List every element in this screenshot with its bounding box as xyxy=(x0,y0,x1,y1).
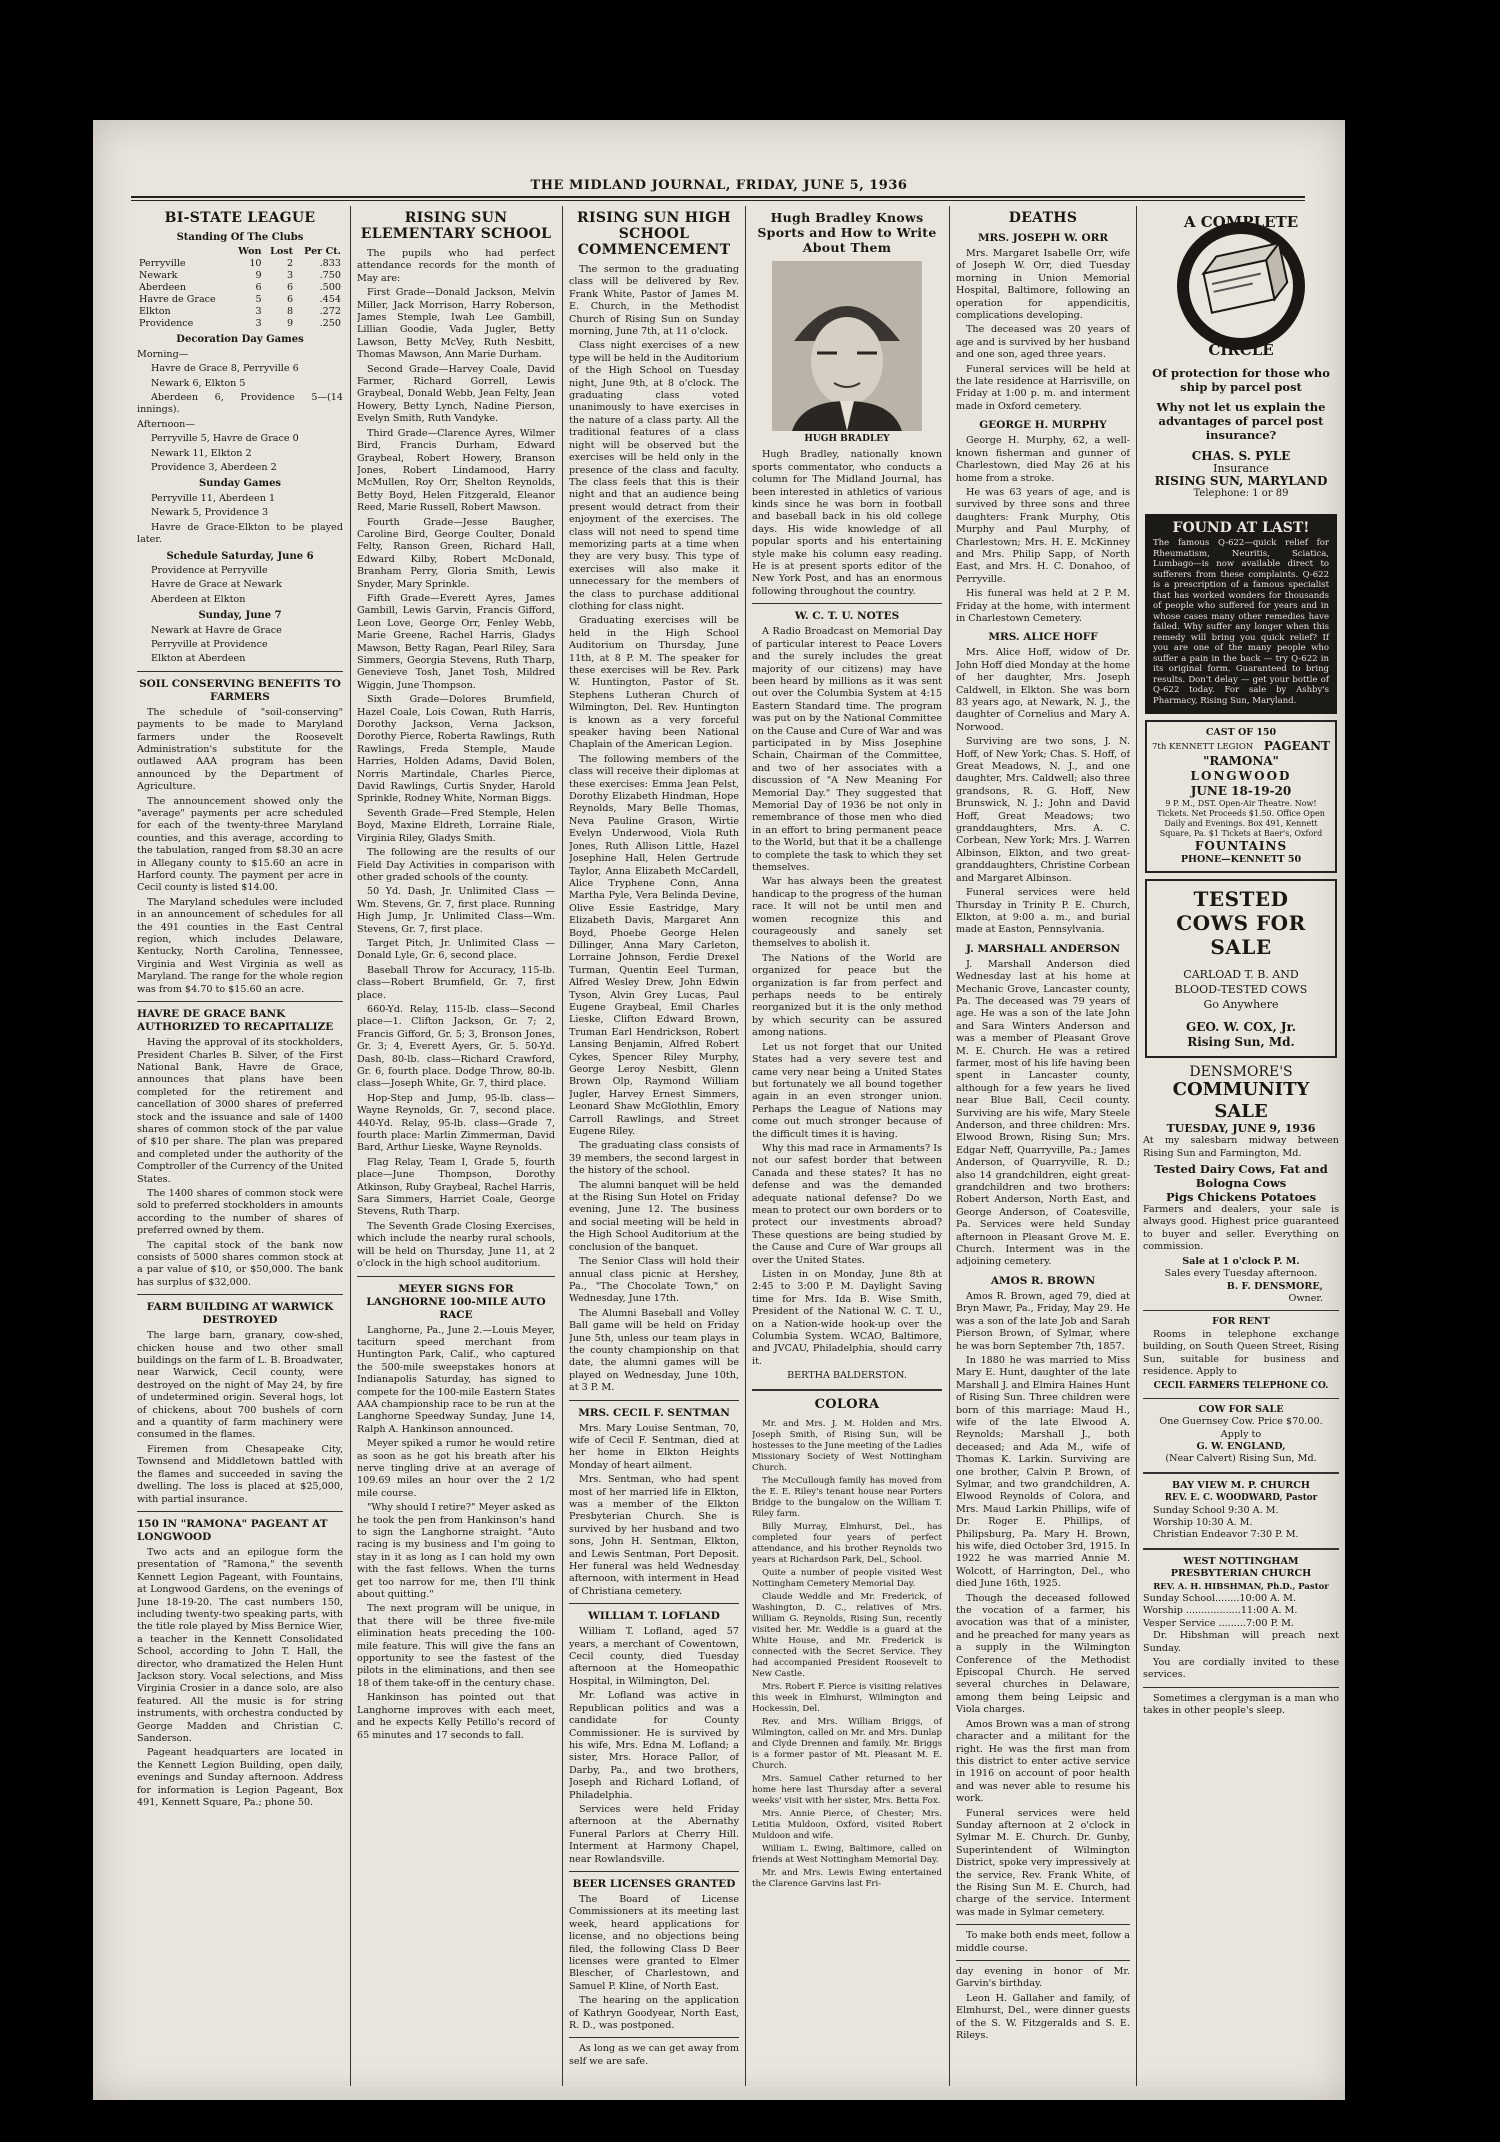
paragraph: Mrs. Mary Louise Sentman, 70, wife of Cecil F. Sentman, died at her home in Elkton Heights Monday of heart ailment. xyxy=(569,1422,739,1471)
found-at-last-ad xyxy=(1145,514,1337,714)
paragraph: He was 63 years of age, and is survived by three sons and three daughters: Frank Murphy, Otis Murphy and Paul Murphy, of Charlestown; Mrs. H. E. McKinney and Mrs. Philip Sapp, of North East, and Mrs. H. C. Donahoo, of Perryville. xyxy=(956,486,1130,585)
ad-headline: "RAMONA" xyxy=(1203,754,1279,769)
ad-headline: COMMUNITY SALE xyxy=(1172,1078,1310,1122)
paragraph: Fourth Grade—Jesse Baugher, Caroline Bird, George Coulter, Donald Felty, Ranson Green, Richard Hall, Edward Kilby, Robert McDonald, Branham Perry, Gloria Smith, Lewis Snyder, Mary Sprinkle. xyxy=(357,516,555,590)
article-headline: FARM BUILDING AT WARWICK DESTROYED xyxy=(146,1301,334,1327)
ad-text: Owner. xyxy=(1288,1292,1323,1304)
ad-text: The famous Q-622—quick relief for Rheumatism, Neuritis, Sciatica, Lumbago—is now available direct to sufferers from these complaints. Q-622 is a prescription of a famous specialist that has worked wonders for thousands of people who suffered for years and in whose cases many other remedies have failed. Why suffer any longer when this remedy will bring you quick relief? If you are one of the many people who suffer a pain in the back — try Q-622 in its original form. Guaranteed to bring results. Don't delay — get your bottle of Q-622 today. For sale by Ashby's Pharmacy, Rising Sun, Maryland. xyxy=(1153,538,1329,706)
ad-text: (Near Calvert) Rising Sun, Md. xyxy=(1165,1453,1317,1465)
paragraph: Let us not forget that our United States had a very severe test and came very near being a United States but fortunately we all bound together again in an even stronger union. Perhaps the League of Nations may come out much stronger because of the difficult times it is having. xyxy=(752,1041,942,1140)
paragraph: Hankinson has pointed out that Langhorne improves with each meet, and he expects Kelly Petillo's record of 65 minutes and 17 seconds to fall. xyxy=(357,1692,555,1741)
divider xyxy=(1143,1472,1339,1474)
paragraph: William T. Lofland, aged 57 years, a merchant of Cowentown, Cecil county, died Tuesday afternoon at the Homeopathic Hospital, in Wilmington, Del. xyxy=(569,1626,739,1687)
ad-text: Go Anywhere xyxy=(1203,998,1279,1012)
divider xyxy=(137,1001,343,1002)
column-rule xyxy=(1136,206,1137,2086)
cows-ad xyxy=(1145,879,1337,1058)
paragraph: Though the deceased followed the vocation of a farmer, his avocation was that of a minister, and he preached for many years as a supply in the Wilmington Conference of the Methodist Episcopal Church. He served several churches in Delaware, among them being Leipsic and Viola charges. xyxy=(956,1592,1130,1716)
paragraph: Mrs. Robert F. Pierce is visiting relatives this week in Elmhurst, Wilmington and Hockessin, Del. xyxy=(752,1681,942,1714)
ad-text: Telephone: 1 or 89 xyxy=(1193,487,1289,499)
ad-text: CARLOAD T. B. AND xyxy=(1183,968,1299,982)
obituary-name: MRS. JOSEPH W. ORR xyxy=(977,232,1109,244)
divider xyxy=(137,1511,343,1512)
paragraph: Meyer spiked a rumor he would retire as soon as he got his breath after his nerve tingling drive at an average of 109.69 miles an hour over the 2 1/2 mile course. xyxy=(357,1438,555,1499)
article-headline: MEYER SIGNS FOR LANGHORNE 100-MILE AUTO RACE xyxy=(366,1282,546,1321)
ad-text: LONGWOOD xyxy=(1190,769,1292,784)
divider xyxy=(1143,1310,1339,1311)
ad-headline: TESTED COWS FOR SALE xyxy=(1176,887,1306,960)
church-name: BAY VIEW M. P. CHURCH xyxy=(1172,1479,1310,1491)
article-headline: SOIL CONSERVING BENEFITS TO FARMERS xyxy=(139,677,341,703)
paragraph: In 1880 he was married to Miss Mary E. Hunt, daughter of the late Marshall J. and Elmira Haines Hunt of Rising Sun. Three children were born of this marriage: Maud H., wife of the late Elwood A. Reynolds; Marshall J., both deceased; and Ada M., wife of Thomas K. Larkin. Surviving are one brother, Calvin P. Brown, of Sylmar, and two grandchildren, A. Elwood Reynolds of Colora, and Mrs. Maud Larkin Phillips, wife of Dr. Roger E. Phillips, of Philipsburg, Pa. Mary H. Brown, his wife, died October 3rd, 1915. In 1922 he was married Annie M. Wolcott, of Harrington, Del., who died June 16th, 1925. xyxy=(956,1354,1130,1590)
paragraph: His funeral was held at 2 P. M. Friday at the home, with interment in Charlestown Cemetery. xyxy=(956,588,1130,624)
paragraph: The next program will be unique, in that there will be three five-mile elimination heats preceding the 100-mile feature. This will give the fans an opportunity to see the fastest of the pilots in the eliminations, and then see 18 of them take-off in the century chase. xyxy=(357,1603,555,1689)
paragraph: The following members of the class will receive their diplomas at these exercises: Emma Jean Pelst, Dorothy Elizabeth Hindman, Hope Reynolds, Mary Belle Thomas, Neva Pauline Grason, Wirtie Evelyn Underwood, Viola Ruth Jones, Ruth Allison Little, Hazel Josephine Hall, Helen Gertrude Taylor, Anna Elizabeth McCardell, Alice Tryphene Conn, Anna Martha Pyle, Vera Belinda Devine, Olive Essie Eastridge, Mary Elizabeth Davis, Margaret Ann Boyd, Phoebe George Helen Dillinger, Anna Mary Carleton, Lorraine Johnson, Ferdie Drexel Turman, Quentin Eeel Turman, Alfred Wesley Drew, John Edwin Tyson, Alvin Grey Lucas, Paul Eugene Graybeal, Emil Charles Lieske, Clifton Edward Brown, Truman Earl Hendrickson, Robert Lansing Benjamin, Alfred Robert Cykes, Spencer Riley Murphy, George Leroy Nesbitt, Glenn Brown Olp, Raymond William Jugler, Harvey Ernest Simmers, Leonard Shaw McGlothlin, Emory Carroll Rawlings, and Street Eugene Riley. xyxy=(569,753,739,1138)
filler: To make both ends meet, follow a middle course. xyxy=(956,1930,1130,1954)
article-headline: W. C. T. U. NOTES xyxy=(794,610,900,623)
score-line: Havre de Grace 8, Perryville 6 xyxy=(151,363,299,375)
article-headline: 150 IN "RAMONA" PAGEANT AT LONGWOOD xyxy=(137,1517,328,1543)
ad-text: Sale at 1 o'clock P. M. xyxy=(1182,1255,1300,1267)
paragraph: Mr. and Mrs. J. M. Holden and Mrs. Joseph Smith, of Rising Sun, will be hostesses to the June meeting of the Ladies Missionary Society of West Nottingham Church. xyxy=(752,1418,942,1473)
paragraph: The large barn, granary, cow-shed, chicken house and two other small buildings on the farm of L. B. Broadwater, near Warwick, Cecil county, were destroyed on the night of May 24, by fire of undetermined origin. Several hogs, lot of chickens, about 700 bushels of corn and a quantity of farm machinery were consumed in the flames. xyxy=(137,1330,343,1441)
paragraph: George H. Murphy, 62, a well-known fisherman and gunner of Charlestown, died May 26 at his home from a stroke. xyxy=(956,435,1130,484)
paragraph: The Nations of the World are organized for peace but the organization is far from perfect and perhaps needs to be entirely reorganized but it is the only method by which security can be assured among nations. xyxy=(752,952,942,1039)
paragraph: Quite a number of people visited West Nottingham Cemetery Memorial Day. xyxy=(752,1567,942,1589)
paragraph: Second Grade—Harvey Coale, David Farmer, Richard Gorrell, Lewis Graybeal, Donald Webb, Jean Felty, Jean Howery, Betty Lynch, Nadine Pierson, Evelyn Smith, Ruth Vandyke. xyxy=(357,363,555,425)
paragraph: 50 Yd. Dash, Jr. Unlimited Class —Wm. Stevens, Gr. 7, first place. Running High Jump, Jr. Unlimited Class—Wm. Stevens, Gr. 7, first place. xyxy=(357,886,555,935)
pastor-name: REV. A. H. HIBSHMAN, Ph.D., Pastor xyxy=(1153,1581,1329,1592)
paragraph: William L. Ewing, Baltimore, called on friends at West Nottingham Memorial Day. xyxy=(752,1843,942,1865)
article-headline: WILLIAM T. LOFLAND xyxy=(588,1610,720,1623)
paragraph: War has always been the greatest handicap to the progress of the human race. It will not be until men and women recognize this and courageously and sanely set themselves to abolish it. xyxy=(752,876,942,950)
score-line: Newark 11, Elkton 2 xyxy=(151,447,252,459)
paragraph: Firemen from Chesapeake City, Townsend and Middletown battled with the flames and succeeded in saving the dwelling. The loss is placed at $25,000, with partial insurance. xyxy=(137,1443,343,1505)
circle-bottom-text: CIRCLE xyxy=(1208,341,1274,360)
paragraph: Mrs. Annie Pierce, of Chester; Mrs. Letitia Muldoon, Oxford, visited Robert Muldoon and wife. xyxy=(752,1808,942,1841)
paragraph: Hugh Bradley, nationally known sports commentator, who conducts a column for The Midland Journal, has been interested in athletics of various kinds since he was born in football and baseball back in his old college days. His wide knowledge of all popular sports and his entertaining style make his column easy reading. He is at present sports editor of the New York Post, and has an enormous following throughout the country. xyxy=(752,449,942,597)
column-4 xyxy=(752,206,942,2086)
schedule-line: Newark at Havre de Grace xyxy=(151,624,282,636)
service-line: Sunday School........10:00 A. M. xyxy=(1143,1593,1296,1605)
paragraph: Listen in on Monday, June 8th at 2:45 to 3:00 P. M. Daylight Saving time for Mrs. Ida B. Wise Smith, President of the National W. C. T. U., on a Nation-wide hook-up over the Columbia System. WCAO, Baltimore, and JVCAU, Philadelphia, should carry it. xyxy=(752,1269,942,1367)
score-line: Afternoon— xyxy=(137,418,195,430)
divider xyxy=(569,1871,739,1872)
ad-text: Why not let us explain the advantages of parcel post insurance? xyxy=(1156,400,1326,443)
obituary-name: J. MARSHALL ANDERSON xyxy=(966,942,1120,955)
paragraph: Third Grade—Clarence Ayres, Wilmer Bird, Francis Durham, Edward Graybeal, Robert Howery, Branson Jones, Robert Lindamood, Harry McMullen, Roy Orr, Shelton Reynolds, Betty Boyd, Helen Fitzgerald, Eleanor Reed, Marie Russell, Robert Mawson. xyxy=(357,427,555,514)
paragraph: The McCullough family has moved from the E. E. Riley's tenant house near Porters Bridge to the bungalow on the William T. Riley farm. xyxy=(752,1475,942,1519)
schedule-line: Havre de Grace at Newark xyxy=(151,579,282,591)
score-line: Morning— xyxy=(137,348,189,360)
divider xyxy=(752,1389,942,1391)
portrait-photo xyxy=(772,261,922,431)
paragraph: Services were held Friday afternoon at the Abernathy Funeral Parlors at Cherry Hill. Interment at Harmony Chapel, near Rowlandsville. xyxy=(569,1803,739,1865)
paragraph: Mrs. Sentman, who had spent most of her married life in Elkton, was a member of the Elkton Presbyterian Church. She is survived by her husband and two sons, John H. Sentman, Elkton, and Lewis Sentman, Port Deposit. Her funeral was held Wednesday afternoon, with interment in Head of Christiana cemetery. xyxy=(569,1474,739,1597)
standings-table xyxy=(137,246,343,330)
service-line: Worship ..................11:00 A. M. xyxy=(1143,1605,1298,1617)
ad-text: Apply to xyxy=(1220,1428,1262,1440)
cow-for-sale-ad xyxy=(1143,1404,1339,1466)
divider xyxy=(956,1960,1130,1961)
article-headline: Hugh Bradley Knows Sports and How to Write About Them xyxy=(757,210,937,255)
paragraph: The sermon to the graduating class will be delivered by Rev. Frank White, Pastor of James M. E. Church, in the Methodist Church of Rising Sun on Sunday morning, June 7th, at 11 o'clock. xyxy=(569,264,739,338)
divider xyxy=(956,1924,1130,1925)
paragraph: Funeral services will be held at the late residence at Harrisville, on Friday at 1:00 p. m. and interment made in Oxford cemetery. xyxy=(956,363,1130,412)
ad-text: Tested Dairy Cows, Fat and Bologna Cows xyxy=(1154,1162,1328,1191)
signature: BERTHA BALDERSTON. xyxy=(787,1370,907,1382)
service-line: Christian Endeavor 7:30 P. M. xyxy=(1153,1529,1299,1541)
ad-text: FOUNTAINS xyxy=(1194,839,1288,854)
obituary-name: AMOS R. BROWN xyxy=(990,1274,1096,1287)
divider xyxy=(357,1276,555,1277)
ad-text: Of protection for those who ship by parcel post xyxy=(1152,366,1330,395)
ad-text: Rising Sun, Md. xyxy=(1187,1035,1295,1050)
for-rent-ad xyxy=(1143,1316,1339,1392)
divider xyxy=(569,1603,739,1604)
advertiser-name: CHAS. S. PYLE xyxy=(1191,449,1291,464)
ad-headline: FOR RENT xyxy=(1212,1316,1270,1328)
pageant-ad xyxy=(1145,720,1337,873)
paragraph: The announcement showed only the "average" payments per acre scheduled for each of the twenty-three Maryland counties, and this average, according to the tabulation, ranged from $8.30 an acre in Allegany county to $15.60 an acre in Harford county. The payment per acre in Cecil county is listed $14.00. xyxy=(137,795,343,894)
divider xyxy=(1143,1398,1339,1399)
obituary-name: MRS. ALICE HOFF xyxy=(988,631,1098,644)
service-line: Sunday School 9:30 A. M. xyxy=(1153,1504,1279,1516)
paragraph: Mrs. Samuel Cather returned to her home here last Thursday after a several weeks' visit with her sister, Mrs. Betta Fox. xyxy=(752,1773,942,1806)
score-line: Perryville 11, Aberdeen 1 xyxy=(151,492,276,504)
advertiser-name: DENSMORE'S xyxy=(1189,1064,1293,1081)
paragraph: Hop-Step and Jump, 95-lb. class—Wayne Reynolds, Gr. 7, second place. 440-Yd. Relay, 95-lb. class—Grade 7, fourth place: Marlin Zimmerman, David Bard, Arthur Lieske, Wayne Reynolds. xyxy=(357,1092,555,1154)
filler: Sometimes a clergyman is a man who takes in other people's sleep. xyxy=(1143,1692,1339,1717)
paragraph: Claude Weddle and Mr. Frederick, of Washington, D. C., relatives of Mrs. William G. Reynolds, Rising Sun, recently visited her. Mr. Weddle is a guard at the White House, and Mr. Frederick is connected with the Secret Service. They had accompanied President Roosevelt to New Castle. xyxy=(752,1591,942,1679)
paragraph: Dr. Hibshman will preach next Sunday. xyxy=(1143,1630,1339,1654)
table-row: Aberdeen 6 6 .500 xyxy=(139,282,341,294)
column-5 xyxy=(956,206,1130,2086)
paragraph: "Why should I retire?" Meyer asked as he took the pen from Hankinson's hand to sign the Langhorne straight. "Auto racing is my business and I'm going to stay in it as long as I can hold my own with the fast fellows. When the turns get too narrow for me, then I'll think about quitting." xyxy=(357,1502,555,1601)
ad-text: 9 P. M., DST. Open-Air Theatre. Now! Tickets. Net Proceeds $1.50. Office Open Daily and Evenings. Box 491, Kennett Square, Pa. $1 Tickets at Baer's, Oxford xyxy=(1157,799,1325,839)
paragraph: The pupils who had perfect attendance records for the month of May are: xyxy=(357,248,555,284)
service-line: Vesper Service .........7:00 P. M. xyxy=(1143,1617,1295,1629)
paragraph: Having the approval of its stockholders, President Charles B. Silver, of the First National Bank, Havre de Grace, announces that plans have been completed for the retirement and cancellation of 3000 shares of preferred stock and the issuance and sale of 1400 shares of common stock of the par value of $10 per share. The plan was prepared and completed under the authority of the Comptroller of the Currency of the United States. xyxy=(137,1037,343,1185)
paragraph: Amos R. Brown, aged 79, died at Bryn Mawr, Pa., Friday, May 29. He was a son of the late Job and Sarah Pierson Brown, of Sylmar, where he was born September 7th, 1857. xyxy=(956,1290,1130,1352)
paragraph: The capital stock of the bank now consists of 5000 shares common stock at a par value of $10, or $50,000. The bank has surplus of $32,000. xyxy=(137,1239,343,1288)
paragraph: The alumni banquet will be held at the Rising Sun Hotel on Friday evening, June 12. The business and social meeting will be held in the High School Auditorium at the conclusion of the banquet. xyxy=(569,1179,739,1253)
score-line: Providence 3, Aberdeen 2 xyxy=(151,462,277,474)
advertiser-name: GEO. W. COX, Jr. xyxy=(1186,1020,1296,1035)
divider xyxy=(137,1294,343,1295)
paragraph: The hearing on the application of Kathryn Goodyear, North East, R. D., was postponed. xyxy=(569,1995,739,2032)
paragraph: Surviving are two sons, J. N. Hoff, of New York; Chas. S. Hoff, of Great Meadows, N. J., and one daughter, Mrs. Caldwell; also three grandsons, R. G. Hoff, New Brunswick, N. J.; John and David Hoff, Great Meadows; two granddaughters, Mrs. A. C. Corbean, New York; Mrs. J. Warren Albinson, Elkton, and two great-granddaughters, Christine Corbean and Margaret Albinson. xyxy=(956,736,1130,884)
ad-text: Insurance xyxy=(1213,461,1269,475)
paragraph: The following are the results of our Field Day Activities in comparison with other graded schools of the county. xyxy=(357,847,555,883)
ad-text: At my salesbarn midway between Rising Sun and Farmington, Md. xyxy=(1143,1135,1339,1159)
score-line: Aberdeen 6, Providence 5—(14 innings). xyxy=(137,392,343,416)
paragraph: Amos Brown was a man of strong character and a militant for the right. He was the first man from this district to enter active service in 1916 on account of poor health and was never able to resume his work. xyxy=(956,1718,1130,1805)
obituary-name: GEORGE H. MURPHY xyxy=(979,419,1107,432)
column-1 xyxy=(137,206,343,2086)
paragraph: Flag Relay, Team I, Grade 5, fourth place—June Thompson, Dorothy Atkinson, Ruby Graybeal, Rachel Harris, Sara Simmers, Harriet Coale, George Stevens, Ruth Tharp. xyxy=(357,1156,555,1218)
paragraph: Langhorne, Pa., June 2.—Louis Meyer, taciturn speed merchant from Huntington Park, Calif., who captured the 500-mile sweepstakes honors at Indianapolis Saturday, has signed to compete for the 100-mile Eastern States AAA championship race to be run at the Langhorne Speedway Sunday, June 14, Ralph A. Hankinson announced. xyxy=(357,1324,555,1435)
densmore-ad xyxy=(1143,1066,1339,1305)
table-row: Perryville 10 2 .833 xyxy=(139,258,341,270)
divider xyxy=(752,603,942,604)
ad-text: TUESDAY, JUNE 9, 1936 xyxy=(1166,1121,1316,1135)
paragraph: The 1400 shares of common stock were sold to preferred stockholders in amounts according to the number of shares of preferred owned by them. xyxy=(137,1187,343,1237)
paragraph: J. Marshall Anderson died Wednesday last at his home at Mechanic Grove, Lancaster county, Pa. The deceased was 79 years of age. He was a son of the late John and Sara Winters Anderson and was a member of Pleasant Grove M. E. Church. He was a retired farmer, most of his life having been spent in Lancaster county, although for a few years he lived near Blue Ball, Cecil county. Surviving are his wife, Mary Steele Anderson, and three children: Mrs. Elwood Brown, Rising Sun; Mrs. Edgar Neff, Quarryville, Pa.; James Anderson, of Quarryville, R. D.; also 14 grandchildren, eight great-grandchildren and two brothers: Robert Anderson, North East, and George Anderson, of Coatesville, Pa. Services were held Sunday afternoon in Pleasant Grove M. E. Church. Interment was in the adjoining cemetery. xyxy=(956,958,1130,1268)
newspaper-page xyxy=(93,120,1345,2100)
table-row: Providence 3 9 .250 xyxy=(139,318,341,330)
divider xyxy=(1143,1548,1339,1550)
paragraph: The graduating class consists of 39 members, the second largest in the history of the school. xyxy=(569,1140,739,1177)
paragraph: Rev. and Mrs. William Briggs, of Wilmington, called on Mr. and Mrs. Dunlap and Clyde Drennen and family. Mr. Briggs is a former pastor of Mt. Pleasant M. E. Church. xyxy=(752,1716,942,1771)
column-6-ads xyxy=(1143,206,1339,2086)
sunday7-title: Sunday, June 7 xyxy=(198,610,282,622)
paragraph: Baseball Throw for Accuracy, 115-lb. class—Robert Brumfield, Gr. 7, first place. xyxy=(357,964,555,1001)
paragraph: Funeral services were held Sunday afternoon at 2 o'clock in Sylmar M. E. Church. Dr. Gunby, Superintendent of Wilmington District, spoke very impressively at the service, Rev. Frank White, of the Rising Sun M. E. Church, had charge of the service. Interment was made in Sylmar cemetery. xyxy=(956,1807,1130,1918)
paragraph: Target Pitch, Jr. Unlimited Class —Donald Lyle, Gr. 6, second place. xyxy=(357,937,555,962)
paragraph: day evening in honor of Mr. Garvin's birthday. xyxy=(956,1966,1130,1990)
table-row: Newark 9 3 .750 xyxy=(139,270,341,282)
service-line: Worship 10:30 A. M. xyxy=(1153,1517,1253,1528)
column-rule xyxy=(745,206,746,2086)
paragraph: Sixth Grade—Dolores Brumfield, Hazel Coale, Lois Cowan, Ruth Harris, Dorothy Jackson, Verna Jackson, Dorothy Pierce, Roberta Rawlings, Ruth Rawlings, Freda Stemple, Maude Harries, Holden Adams, David Bolen, Norris Martindale, Charles Pierce, David Rawlings, Curtis Snyder, Harold Sprinkle, Rodney White, Norman Biggs. xyxy=(357,694,555,805)
ad-headline: FOUND AT LAST! xyxy=(1172,520,1310,537)
standings-header: Per Ct. xyxy=(304,246,341,258)
ad-text: JUNE 18-19-20 xyxy=(1190,784,1292,799)
paragraph: Fifth Grade—Everett Ayres, James Gambill, Lewis Garvin, Francis Gifford, Leon Love, George Orr, Fenley Webb, Marie Greene, Rachel Harris, Gladys Mawson, Betty Ragan, Pearl Riley, Sara Simmers, Georgia Stevens, Ruth Tharp, Genevieve Tosh, Janet Tosh, Mildred Wiggin, June Thompson. xyxy=(357,592,555,691)
standing-title: Standing Of The Clubs xyxy=(176,232,304,243)
paragraph: The Alumni Baseball and Volley Ball game will be held on Friday June 5th, unless our team plays in the county championship on that date, the alumni games will be played on Wednesday, June 10th, at 3 P. M. xyxy=(569,1307,739,1394)
article-headline: COLORA xyxy=(814,1396,880,1412)
standings-header: Won xyxy=(238,246,262,258)
circle-top-text: A COMPLETE xyxy=(1183,213,1299,232)
paragraph: You are cordially invited to these services. xyxy=(1143,1657,1339,1681)
paragraph: Mrs. Margaret Isabelle Orr, wife of Joseph W. Orr, died Tuesday morning in Union Memorial Hospital, Baltimore, following an operation for appendicitis, complications developing. xyxy=(956,248,1130,322)
decoration-title: Decoration Day Games xyxy=(176,334,304,346)
section-title: DEATHS xyxy=(1008,210,1078,226)
advertiser-name: G. W. ENGLAND, xyxy=(1196,1440,1286,1452)
table-row: Elkton 3 8 .272 xyxy=(139,306,341,318)
paragraph: Mr. Lofland was active in Republican politics and was a candidate for County Commissioner. He is survived by his wife, Mrs. Edna M. Lofland; a sister, Mrs. Horace Pallor, of Darby, Pa., and two brothers, Joseph and Richard Lofland, of Philadelphia. xyxy=(569,1690,739,1801)
paragraph: The Maryland schedules were included in an announcement of schedules for all the 491 counties in the East Central region, which includes Delaware, Kentucky, North Carolina, Tennessee, Virginia and West Virginia as well as Maryland. The range for the whole region was from $4.70 to $15.60 an acre. xyxy=(137,896,343,995)
paragraph: The Senior Class will hold their annual class picnic at Hershey, Pa., "The Chocolate Town," on Wednesday, June 17th. xyxy=(569,1256,739,1305)
article-headline: BEER LICENSES GRANTED xyxy=(572,1877,736,1890)
pastor-name: REV. E. C. WOODWARD, Pastor xyxy=(1164,1493,1318,1504)
divider xyxy=(1143,1687,1339,1688)
paragraph: Mr. and Mrs. Lewis Ewing entertained the Clarence Garvins last Fri- xyxy=(752,1867,942,1889)
ad-text: CAST OF 150 xyxy=(1205,727,1277,739)
article-headline: MRS. CECIL F. SENTMAN xyxy=(578,1406,730,1419)
paragraph: Pageant headquarters are located in the Kennett Legion Building, open daily, evenings and Sunday afternoon. Address for information is Legion Pageant, Box 491, Kennett Square, Pa.; phone 50. xyxy=(137,1747,343,1809)
paragraph: Funeral services were held Thursday in Trinity P. E. Church, Elkton, at 9:00 a. m., and burial made at Easton, Pennsylvania. xyxy=(956,887,1130,936)
paragraph: Seventh Grade—Fred Stemple, Helen Boyd, Maxine Eldreth, Lorraine Riale, Virginia Riley, Gladys Smith. xyxy=(357,807,555,844)
saturday-title: Schedule Saturday, June 6 xyxy=(166,550,314,562)
score-line: Havre de Grace-Elkton to be played later. xyxy=(137,521,343,546)
schedule-line: Providence at Perryville xyxy=(151,564,268,576)
paragraph: The schedule of "soil-conserving" payments to be made to Maryland farmers under the Roosevelt Administration's substitute for the outlawed AAA program has been announced by the Department of Agriculture. xyxy=(137,706,343,793)
bay-view-church xyxy=(1143,1480,1339,1542)
schedule-line: Aberdeen at Elkton xyxy=(151,593,246,605)
standings-header xyxy=(137,246,232,258)
score-line: Newark 6, Elkton 5 xyxy=(151,377,246,389)
article-headline: RISING SUN HIGH SCHOOL COMMENCEMENT xyxy=(577,210,731,258)
divider xyxy=(569,1400,739,1401)
photo-caption: HUGH BRADLEY xyxy=(804,434,890,444)
advertiser-name: B. F. DENSMORE, xyxy=(1226,1280,1323,1292)
ad-text: Rooms in telephone exchange building, on South Queen Street, Rising Sun, suitable for business and residence. Apply to xyxy=(1143,1328,1339,1377)
table-row: Havre de Grace 5 6 .454 xyxy=(139,294,341,306)
paragraph: Mrs. Alice Hoff, widow of Dr. John Hoff died Monday at the home of her daughter, Mrs. Joseph Caldwell, in Elkton. She was born 83 years ago, at Newark, N. J., the daughter of Cornelius and Mary A. Norwood. xyxy=(956,647,1130,733)
ad-text: RISING SUN, MARYLAND xyxy=(1154,474,1328,489)
paragraph: First Grade—Donald Jackson, Melvin Miller, Jack Morrison, Harry Roberson, James Stemple, Iwah Lee Gambill, Lillian Goodie, Vada Jugler, Betty Lawson, Betty McVey, Ruth Nesbitt, Thomas Mawson, Ann Marie Durham. xyxy=(357,287,555,361)
ad-text: 7th KENNETT LEGION xyxy=(1152,741,1254,752)
column-rule xyxy=(562,206,563,2086)
paragraph: Two acts and an epilogue form the presentation of "Ramona," the seventh Kennett Legion Pageant, with Fountains, at Longwood Gardens, on the evenings of June 18-19-20. The cast numbers 150, including twenty-two speaking parts, with the title role played by Miss Bernice Wier, a teacher in the Kennett Consolidated School, according to John T. Hall, the director, who dramatized the Helen Hunt Jackson story. Vocal selections, and Miss Virginia Crosier in a dance solo, are also featured. All the music is for string instruments, with orchestra conducted by George Madden and Christian C. Sanderson. xyxy=(137,1546,343,1744)
paragraph: Graduating exercises will be held in the High School Auditorium on Thursday, June 11th, at 8 P. M. The speaker for these exercises will be Rev. Park W. Huntington, Pastor of St. Stephens Lutheran Church of Wilmington, Del. Rev. Huntington is known as a very forceful speaker having been National Chaplain of the American Legion. xyxy=(569,615,739,751)
paragraph: The deceased was 20 years of age and is survived by her husband and one son, aged three years. xyxy=(956,324,1130,361)
ad-text: BLOOD-TESTED COWS xyxy=(1174,983,1308,997)
league-title: BI-STATE LEAGUE xyxy=(164,210,316,226)
masthead: THE MIDLAND JOURNAL, FRIDAY, JUNE 5, 1936 xyxy=(530,178,908,193)
church-name: WEST NOTTINGHAM PRESBYTERIAN CHURCH xyxy=(1170,1555,1312,1580)
schedule-line: Elkton at Aberdeen xyxy=(151,653,246,665)
divider xyxy=(137,671,343,672)
man-portrait-icon xyxy=(772,261,922,431)
schedule-line: Perryville at Providence xyxy=(151,638,268,650)
standings-header: Lost xyxy=(270,246,294,258)
column-rule xyxy=(949,206,950,2086)
west-nottingham-church xyxy=(1143,1556,1339,1682)
filler: As long as we can get away from self we are safe. xyxy=(569,2043,739,2067)
column-rule xyxy=(350,206,351,2086)
paragraph: The Seventh Grade Closing Exercises, which include the nearby rural schools, will be held on Thursday, June 11, at 2 o'clock in the high school auditorium. xyxy=(357,1220,555,1270)
column-3 xyxy=(569,206,739,2086)
divider xyxy=(569,2037,739,2038)
score-line: Newark 5, Providence 3 xyxy=(151,507,269,519)
paragraph: Class night exercises of a new type will be held in the Auditorium of the High School on Tuesday night, June 9th, at 8 o'clock. The graduating class voted unanimously to have exercises in the nature of a class party. All the traditional features of a class night will be observed but the exercises will be held only in the presence of the class and faculty. The class feels that this is their night and that an audience being present would detract from their enjoyment of the exercises. The class will not need to spend time memorizing parts at a time when they are very busy. This type of exercises will also make it unnecessary for the members of the class to purchase additional clothing for class night. xyxy=(569,340,739,612)
parcel-insurance-ad xyxy=(1143,208,1339,500)
ad-text: One Guernsey Cow. Price $70.00. xyxy=(1159,1416,1323,1428)
colora-items xyxy=(752,1419,942,1890)
masthead-rule xyxy=(131,196,1305,201)
ad-headline: COW FOR SALE xyxy=(1198,1403,1284,1415)
advertiser-name: CECIL FARMERS TELEPHONE CO. xyxy=(1153,1381,1329,1392)
paragraph: Billy Murray, Elmhurst, Del., has completed four years of perfect attendance, and his brother Reynolds two years at Richardson Park, Del., School. xyxy=(752,1521,942,1565)
sunday-title: Sunday Games xyxy=(198,478,282,490)
paragraph: A Radio Broadcast on Memorial Day of particular interest to Peace Lovers and the surely includes the great majority of our citizens) may have been heard by millions as it was sent out over the Columbia System at 4:15 Eastern Standard time. The program was put on by the National Committee on the Cause and Cure of War and was participated in by Miss Josephine Schain, Chairman of the Committee, and two of her associates with a discussion of "A New Meaning For Memorial Day." They suggested that Memorial Day of 1936 be not only in remembrance of those men who died in an effort to bring permanent peace to the World, but that it be a challenge to complete the task to which they set themselves. xyxy=(752,626,942,873)
article-headline: RISING SUN ELEMENTARY SCHOOL xyxy=(360,210,552,242)
article-headline: HAVRE DE GRACE BANK AUTHORIZED TO RECAPITALIZE xyxy=(137,1008,334,1034)
ad-text: PAGEANT xyxy=(1263,739,1330,754)
ad-text: Farmers and dealers, your sale is always good. Highest price guaranteed to buyer and seller. Everything on commission. xyxy=(1143,1204,1339,1253)
paragraph: The Board of License Commissioners at its meeting last week, heard applications for license, and no objections being filed, the following Class D Beer licenses were granted to Elmer Blescher, of Charlestown, and Samuel P. Kline, of North East. xyxy=(569,1893,739,1992)
paragraph: Why this mad race in Armaments? Is not our safest border that between Canada and these states? It has no defense and was the demanded adequate national defense? Do we mean to protect our own borders or to protect our investments abroad? These questions are being studied by the Cause and Cure of War groups all over the United States. xyxy=(752,1142,942,1266)
column-2 xyxy=(357,206,555,2086)
ad-text: Sales every Tuesday afternoon. xyxy=(1164,1268,1318,1280)
ad-text: PHONE—KENNETT 50 xyxy=(1180,854,1302,866)
score-line: Perryville 5, Havre de Grace 0 xyxy=(151,433,299,445)
ad-text: Pigs Chickens Potatoes xyxy=(1165,1190,1317,1205)
paragraph: 660-Yd. Relay, 115-lb. class—Second place—1. Clifton Jackson, Gr. 7; 2, Francis Gifford, Gr. 5; 3, Bronson Jones, Gr. 3; 4, Everett Ayers, Gr. 5. 50-Yd. Dash, 80-lb. class—Richard Crawford, Gr. 6, fourth place. Dodge Throw, 80-lb. class—Joseph White, Gr. 7, third place. xyxy=(357,1003,555,1090)
paragraph: Leon H. Gallaher and family, of Elmhurst, Del., were dinner guests of the S. W. Fitzgeralds and S. E. Rileys. xyxy=(956,1992,1130,2042)
